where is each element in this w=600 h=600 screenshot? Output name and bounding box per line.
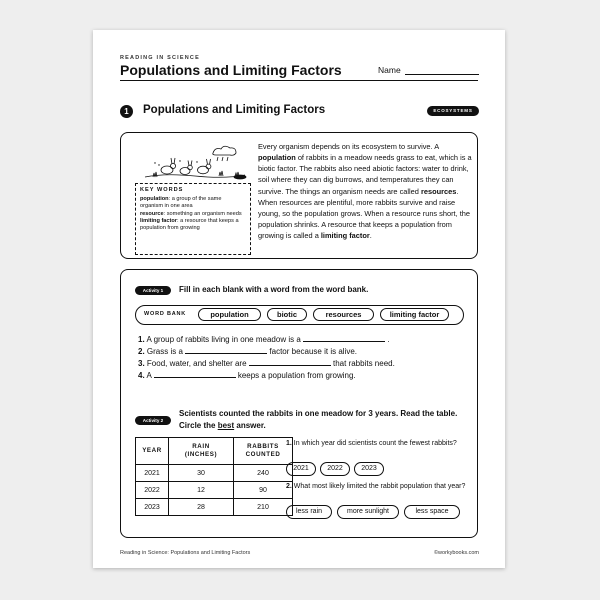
word-bank-word[interactable]: biotic [267, 308, 307, 321]
key-word-definition: : something an organism needs [163, 210, 242, 217]
answer-option[interactable]: more sunlight [337, 505, 399, 519]
key-word-term: resource [140, 210, 164, 217]
item-text: A [146, 371, 152, 380]
item-text: factor because it is alive. [269, 347, 357, 356]
item-text: Food, water, and shelter are [146, 359, 247, 368]
table-header-row [136, 438, 293, 465]
name-field-line[interactable] [405, 74, 479, 75]
answer-option[interactable]: 2022 [320, 462, 350, 476]
answer-blank[interactable] [303, 334, 385, 342]
activity-2-instruction [179, 408, 467, 432]
item-number: 3. [138, 359, 145, 368]
passage-text: Every organism depends on its ecosystem to survive. A [258, 142, 439, 151]
item-number: 2. [138, 347, 145, 356]
rabbit-count-table [135, 437, 293, 516]
key-word-term: population [140, 196, 169, 203]
answer-option[interactable]: 2021 [286, 462, 316, 476]
table-cell: 12 [169, 482, 234, 499]
item-number: 4. [138, 371, 145, 380]
rabbits-meadow-illustration [135, 143, 255, 183]
question-number: 1. [286, 440, 292, 447]
word-bank [135, 305, 464, 325]
key-words-heading: KEY WORDS [140, 187, 184, 193]
key-word-term: limiting factor [140, 217, 177, 224]
answer-blank[interactable] [154, 370, 236, 378]
answer-option[interactable]: less space [404, 505, 460, 519]
section-number-badge: 1 [120, 105, 133, 118]
table-cell: 2022 [136, 482, 169, 499]
passage-text: . [369, 231, 372, 241]
table-cell: 28 [169, 499, 234, 516]
question-text: What most likely limited the rabbit population that year? [293, 483, 466, 490]
key-word-item [140, 211, 246, 218]
name-label: Name [378, 65, 401, 75]
item-text: . [387, 335, 390, 344]
topic-tag: ECOSYSTEMS [427, 106, 479, 116]
word-bank-word[interactable]: population [198, 308, 261, 321]
answer-option[interactable]: less rain [286, 505, 332, 519]
passage-keyword: population [258, 153, 296, 163]
question-text: In which year did scientists count the fewest rabbits? [293, 440, 457, 447]
answer-blank[interactable] [185, 346, 267, 354]
table-cell: 90 [234, 482, 293, 499]
fill-blank-item [138, 334, 389, 345]
question-2 [286, 481, 466, 492]
footer-title: Reading in Science: Populations and Limiting Factors [120, 550, 251, 556]
table-header-cell: RABBITS COUNTED [234, 438, 293, 465]
table-cell: 240 [234, 465, 293, 482]
question-number: 2. [286, 483, 292, 490]
instruction-text: Scientists counted the rabbits in one meadow for 3 years. Read the table. Circle the [179, 409, 458, 430]
answer-blank[interactable] [249, 358, 331, 366]
table-cell: 2021 [136, 465, 169, 482]
passage-text: . When resources are plentiful, more rabbits survive and raise young, so the population grows. When a resource runs short, the population shrinks. A resource that keeps a population from growing is called a [258, 186, 470, 241]
activities-box [120, 269, 478, 538]
table-cell: 30 [169, 465, 234, 482]
table-cell: 210 [234, 499, 293, 516]
activity-1-badge: Activity 1 [135, 286, 171, 295]
reading-passage [258, 141, 473, 241]
activity-1-instruction: Fill in each blank with a word from the word bank. [179, 285, 369, 294]
passage-keyword: limiting factor [320, 231, 370, 241]
item-number: 1. [138, 335, 145, 344]
page-title: Populations and Limiting Factors [120, 62, 342, 78]
item-text: that rabbits need. [333, 359, 395, 368]
key-word-item [140, 196, 246, 210]
table-row [136, 482, 293, 499]
table-cell: 2023 [136, 499, 169, 516]
table-header-cell: YEAR [136, 438, 169, 465]
key-words-box [135, 183, 251, 255]
word-bank-word[interactable]: resources [313, 308, 374, 321]
fill-blank-item [138, 358, 395, 369]
question-1 [286, 438, 466, 449]
passage-keyword: resources [420, 186, 457, 196]
fill-blank-item [138, 346, 357, 357]
item-text: keeps a population from growing. [237, 371, 356, 380]
item-text: A group of rabbits living in one meadow is a [146, 335, 301, 344]
fill-blank-item [138, 370, 356, 381]
answer-option[interactable]: 2023 [354, 462, 384, 476]
key-word-definition: : a resource that keeps a population from growing [140, 217, 239, 232]
word-bank-label: WORD BANK [144, 311, 187, 317]
worksheet-page [93, 30, 505, 568]
series-label: READING IN SCIENCE [120, 55, 200, 61]
passage-text: of rabbits in a meadow needs grass to eat, which is a biotic factor. The rabbits also need abiotic factors: water to drink, soil where they can dig burrows, and temperatures they can survive. The things an organism needs are called [258, 153, 472, 196]
passage-box [120, 132, 478, 259]
table-row [136, 465, 293, 482]
item-text: Grass is a [146, 347, 183, 356]
section-title: Populations and Limiting Factors [143, 104, 326, 116]
instruction-emphasis: best [217, 421, 235, 430]
header-divider [120, 80, 478, 81]
word-bank-word[interactable]: limiting factor [380, 308, 449, 321]
activity-2-badge: Activity 2 [135, 416, 171, 425]
instruction-text: answer. [234, 421, 266, 430]
key-word-definition: : a group of the same organism in one area [140, 196, 222, 210]
table-row [136, 499, 293, 516]
table-header-cell: RAIN (INCHES) [169, 438, 234, 465]
footer-credit: ©workybooks.com [433, 550, 479, 556]
key-word-item [140, 218, 246, 232]
